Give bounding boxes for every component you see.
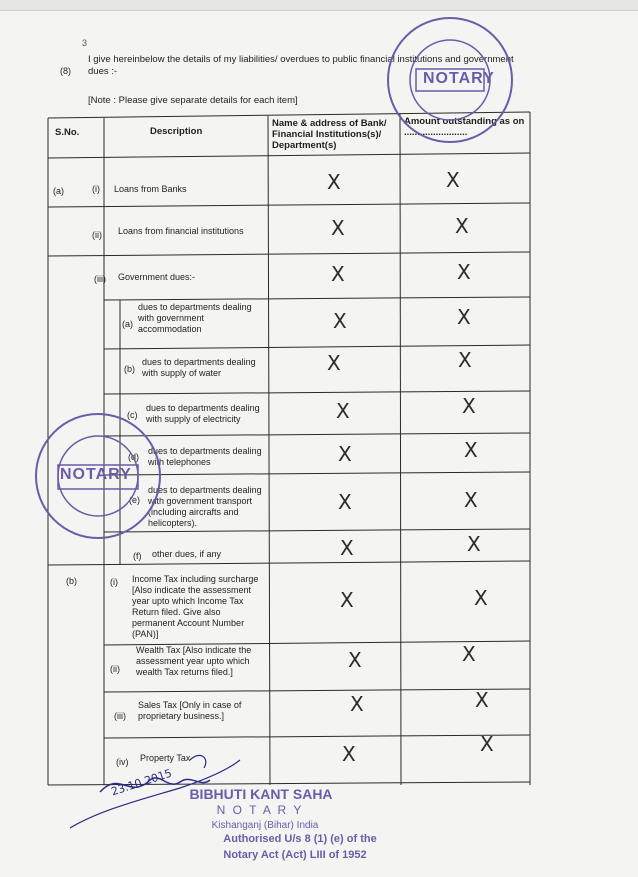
row-9-description: other dues, if any — [152, 549, 222, 559]
row-7-amount-cross: X — [464, 438, 478, 462]
row-5-sub: (b) — [124, 364, 135, 374]
row-8-name-cross: X — [338, 490, 352, 514]
row-7-sub: (d) — [128, 452, 139, 462]
row-5-description: dues to departments dealing with supply of water — [142, 357, 256, 378]
row-7-name-cross: X — [338, 442, 352, 466]
header-name-address: Name & address of Bank/ Financial Institutions(s)/ Department(s) — [272, 118, 387, 151]
row-11-amount-cross: X — [462, 642, 476, 666]
row-11-sub: (ii) — [110, 664, 120, 674]
row-3-description: Government dues:- — [118, 272, 196, 282]
intro-text: I give hereinbelow the details of my liabilities/ overdues to public financial institutions and government dues :- — [88, 54, 514, 77]
row-5-name-cross: X — [327, 351, 341, 375]
row-13-amount-cross: X — [480, 732, 494, 756]
row-9-amount-cross: X — [467, 532, 481, 556]
row-12-amount-cross: X — [475, 688, 489, 712]
row-3-name-cross: X — [331, 262, 345, 286]
notary-seal-top-label: NOTARY — [423, 70, 495, 87]
stamp-title: N O T A R Y — [216, 803, 304, 817]
row-7-description: dues to departments dealing with telephones — [148, 446, 262, 467]
row-13-name-cross: X — [342, 742, 356, 766]
row-10-sno: (b) — [66, 576, 77, 586]
signature-date: 23.10.2015 — [109, 766, 174, 799]
row-4-description: dues to departments dealing with government accommodation — [138, 302, 252, 334]
header-description: Description — [150, 126, 203, 137]
row-9-sub: (f) — [133, 551, 142, 561]
row-11-name-cross: X — [348, 648, 362, 672]
row-4-amount-cross: X — [457, 305, 471, 329]
page-number: 3 — [82, 38, 88, 48]
row-8-amount-cross: X — [464, 488, 478, 512]
row-13-description: Property Tax — [140, 753, 191, 763]
stamp-line-1: Authorised U/s 8 (1) (e) of the — [223, 833, 377, 845]
row-9-name-cross: X — [340, 536, 354, 560]
row-10-name-cross: X — [340, 588, 354, 612]
row-1-sno: (a) — [53, 186, 64, 196]
row-2-sub: (ii) — [92, 230, 102, 240]
row-6-amount-cross: X — [462, 394, 476, 418]
row-3-sub: (iii) — [94, 274, 106, 284]
stamp-line-2: Notary Act (Act) LIII of 1952 — [223, 849, 367, 861]
section-number: (8) — [60, 66, 71, 76]
row-2-description: Loans from financial institutions — [118, 226, 244, 236]
row-3-amount-cross: X — [457, 260, 471, 284]
row-10-amount-cross: X — [474, 586, 488, 610]
row-12-description: Sales Tax [Only in case of proprietary business.] — [138, 700, 242, 721]
row-4-sub: (a) — [122, 319, 133, 329]
stamp-place: Kishanganj (Bihar) India — [211, 820, 319, 831]
notary-seal-left-label: NOTARY — [60, 466, 132, 483]
row-11-description: Wealth Tax [Also indicate the assessment year upto which wealth Tax returns filed.] — [136, 645, 252, 677]
row-6-name-cross: X — [336, 399, 350, 423]
row-5-amount-cross: X — [458, 348, 472, 372]
row-6-sub: (c) — [127, 410, 138, 420]
row-1-name-cross: X — [327, 170, 341, 194]
row-10-sub: (i) — [110, 577, 118, 587]
row-6-description: dues to departments dealing with supply of electricity — [146, 403, 260, 424]
row-8-description: dues to departments dealing with government transport (including aircrafts and helicopters). — [148, 485, 262, 528]
row-8-sub: (e) — [129, 495, 140, 505]
note-text: [Note : Please give separate details for each item] — [88, 95, 298, 106]
row-1-description: Loans from Banks — [114, 184, 187, 194]
row-2-amount-cross: X — [455, 214, 469, 238]
row-4-name-cross: X — [333, 309, 347, 333]
row-2-name-cross: X — [331, 216, 345, 240]
header-sno: S.No. — [55, 127, 80, 138]
row-13-sub: (iv) — [116, 757, 129, 767]
row-12-name-cross: X — [350, 692, 364, 716]
row-1-sub: (i) — [92, 184, 100, 194]
row-1-amount-cross: X — [446, 168, 460, 192]
stamp-name: BIBHUTI KANT SAHA — [189, 786, 333, 802]
row-12-sub: (iii) — [114, 711, 126, 721]
row-10-description: Income Tax including surcharge [Also indicate the assessment year upto which Income Tax Return filed. Give also permanent Account Number (PAN)] — [132, 574, 259, 639]
header-amount: Amount outstanding as on ........................ — [404, 116, 525, 138]
